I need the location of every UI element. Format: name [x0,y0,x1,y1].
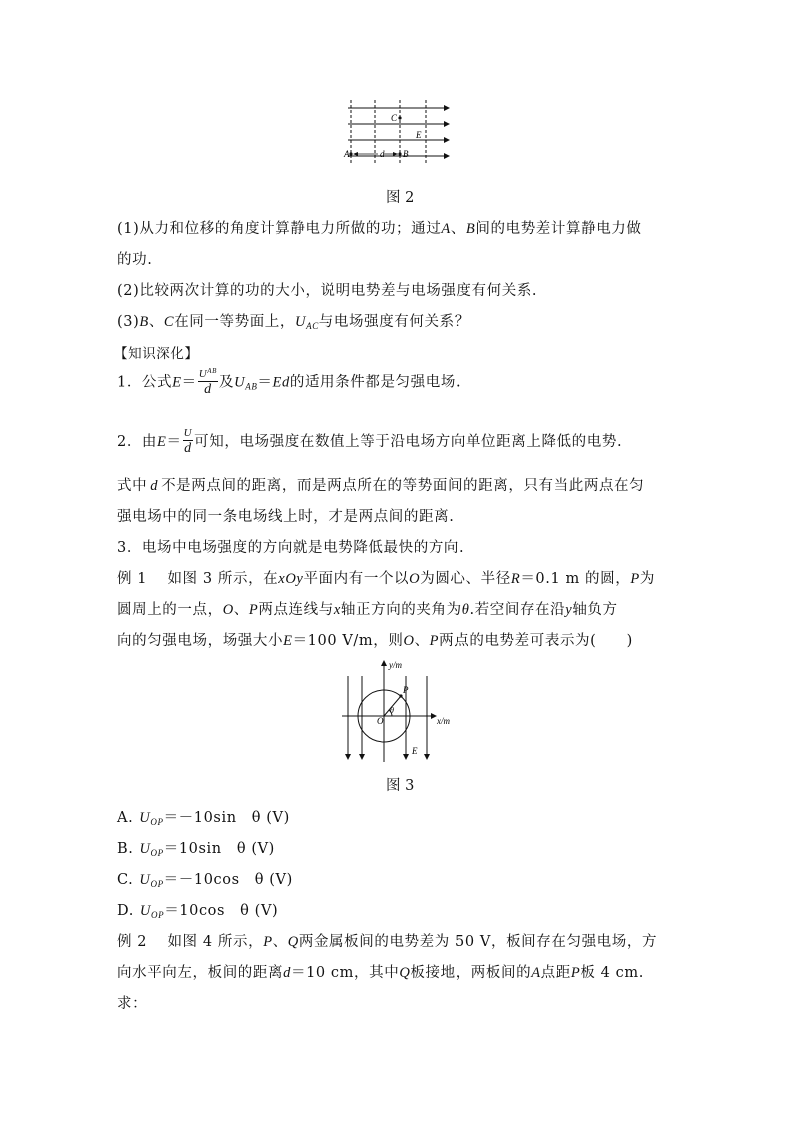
question-3: (3)B、C在同一等势面上，$U_{AC}$与电场强度有何关系？ [117,314,470,331]
example-2-line-2: 向水平向左，板间的距离d＝10 cm，其中Q板接地，两板间的A点距P板 4 cm. [117,965,644,981]
example-2-line-3: 求： [117,996,148,1012]
figure-2-diagram [340,98,452,166]
option-c[interactable]: C. $U_{OP}=-10\cos$ θ (V) [117,872,293,889]
fig2-label-a: A [344,149,350,159]
fraction-u-over-d: $\frac{U}{d}$ [183,427,193,456]
example-1-line-2: 圆周上的一点，O、P两点连线与x轴正方向的夹角为θ.若空间存在沿y轴负方 [117,602,618,618]
knowledge-point-1: 1．公式E＝ $\frac{U^{AB}}{d}$ 及$U_{AB}=Ed$的适用条件都是匀强电场. [117,367,462,397]
section-heading-knowledge: 【知识深化】 [114,346,199,362]
fig3-label-o: O [377,716,384,726]
knowledge-point-2-explanation-2: 强电场中的同一条电场线上时，才是两点间的距离. [117,509,455,525]
option-d[interactable]: D. $U_{OP}=10\cos$ θ (V) [117,903,279,920]
knowledge-point-3: 3．电场中电场强度的方向就是电势降低最快的方向. [117,540,465,556]
example-1-line-3: 向的匀强电场，场强大小E＝100 V/m，则O、P两点的电势差可表示为( ) [117,633,633,649]
fig3-label-y: y/m [389,660,402,670]
example-1-line-1: 例 1 如图 3 所示，在xOy平面内有一个以O为圆心、半径R＝0.1 m 的圆，P为 [117,571,655,587]
figure-3-caption: 图 3 [386,778,415,794]
fig3-label-x: x/m [437,716,450,726]
fig3-label-p: P [403,685,409,695]
fig2-label-b: B [403,149,409,159]
fig3-label-theta: θ [390,706,394,715]
question-2: (2)比较两次计算的功的大小，说明电势差与电场强度有何关系. [117,283,538,299]
fraction-u-ab-over-d: $\frac{U^{AB}}{d}$ [198,367,218,397]
fig2-label-c: C [391,113,398,123]
option-a[interactable]: A. $U_{OP}=-10\sin$ θ (V) [117,810,290,827]
question-1-line-1: (1)从力和位移的角度计算静电力所做的功；通过A、B间的电势差计算静电力做 [117,221,642,237]
knowledge-point-2: 2．由E＝ $\frac{U}{d}$ 可知，电场强度在数值上等于沿电场方向单位距离上降低的电势. [117,427,623,456]
question-1-line-2: 的功. [117,252,153,268]
knowledge-point-2-explanation-1: 式中 d 不是两点间的距离，而是两点所在的等势面间的距离，只有当此两点在匀 [117,478,645,494]
figure-2-caption: 图 2 [386,190,415,206]
example-2-line-1: 例 2 如图 4 所示，P、Q两金属板间的电势差为 50 V，板间存在匀强电场，方 [117,934,658,950]
fig2-label-e: E [416,130,422,140]
fig3-label-e: E [412,746,418,756]
fig2-label-d: d [380,149,385,159]
figure-3-diagram [340,658,458,764]
option-b[interactable]: B. $U_{OP}=10\sin$ θ (V) [117,841,275,858]
